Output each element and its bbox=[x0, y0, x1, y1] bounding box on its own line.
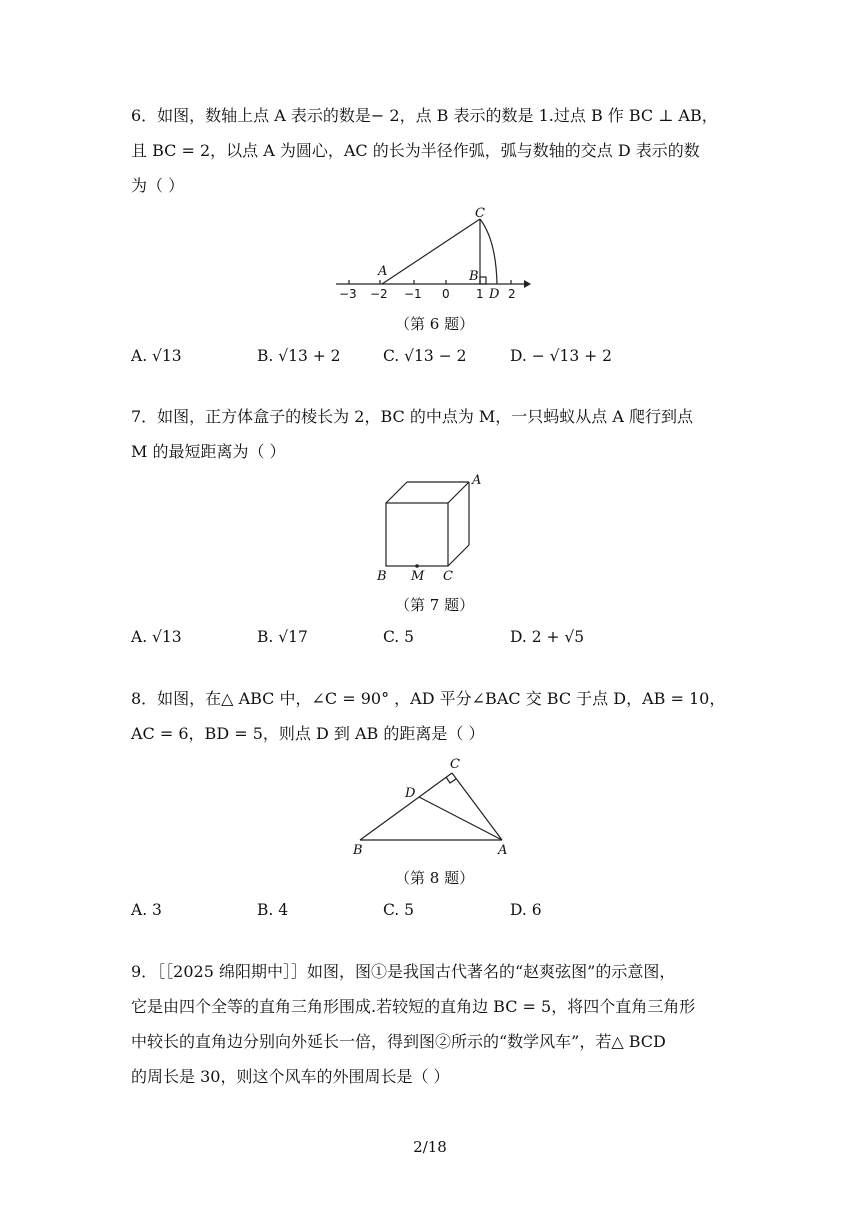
q6-option-d[interactable]: D. − √13 + 2 bbox=[510, 347, 612, 365]
q6-option-c[interactable]: C. √13 − 2 bbox=[383, 347, 467, 365]
q6-tick-neg3: −3 bbox=[339, 287, 357, 301]
q6-text-line3: 为（ ） bbox=[131, 176, 185, 195]
q6-tick-1: 1 bbox=[476, 287, 484, 301]
q7-label-B: B bbox=[377, 569, 387, 584]
q8-option-a[interactable]: A. 3 bbox=[131, 901, 162, 919]
q7-label-C: C bbox=[443, 569, 453, 584]
q6-label-D: D bbox=[489, 287, 500, 302]
q6-tick-0: 0 bbox=[442, 287, 450, 301]
q6-tick-neg1: −1 bbox=[404, 287, 422, 301]
q7-text-line2: M 的最短距离为（ ） bbox=[131, 442, 286, 461]
q6-option-b[interactable]: B. √13 + 2 bbox=[257, 347, 341, 365]
q9-text-line1: 9．［［2025 绵阳期中］］如图，图①是我国古代著名的“赵爽弦图”的示意图， bbox=[131, 962, 676, 981]
q6-text-line1: 6．如图，数轴上点 A 表示的数是− 2，点 B 表示的数是 1.过点 B 作 BC ⊥ AB， bbox=[131, 106, 718, 125]
q7-option-a[interactable]: A. √13 bbox=[131, 628, 182, 646]
q8-label-D: D bbox=[405, 786, 416, 801]
q8-label-C: C bbox=[450, 757, 460, 772]
q6-tick-2: 2 bbox=[508, 287, 516, 301]
q7-option-c[interactable]: C. 5 bbox=[383, 628, 415, 646]
q8-option-b[interactable]: B. 4 bbox=[257, 901, 289, 919]
q6-option-a[interactable]: A. √13 bbox=[131, 347, 182, 365]
q6-label-C: C bbox=[475, 206, 485, 221]
q6-tick-neg2: −2 bbox=[370, 287, 388, 301]
page-number: 2/18 bbox=[413, 1138, 447, 1156]
q8-text-line2: AC = 6，BD = 5，则点 D 到 AB 的距离是（ ） bbox=[131, 724, 485, 743]
q6-label-B: B bbox=[469, 269, 479, 284]
q8-label-B: B bbox=[353, 843, 363, 858]
q7-label-A: A bbox=[472, 473, 482, 488]
q6-number-line-figure bbox=[330, 200, 540, 304]
q6-text-line2: 且 BC = 2，以点 A 为圆心，AC 的长为半径作弧，弧与数轴的交点 D 表示的数 bbox=[131, 141, 700, 160]
q7-option-b[interactable]: B. √17 bbox=[257, 628, 308, 646]
q7-text-line1: 7．如图，正方体盒子的棱长为 2，BC 的中点为 M，一只蚂蚁从点 A 爬行到点 bbox=[131, 407, 694, 426]
q8-option-d[interactable]: D. 6 bbox=[510, 901, 542, 919]
q9-text-line2: 它是由四个全等的直角三角形围成.若较短的直角边 BC = 5，将四个直角三角形 bbox=[131, 997, 696, 1016]
q8-option-c[interactable]: C. 5 bbox=[383, 901, 415, 919]
q6-label-A: A bbox=[378, 264, 388, 279]
q8-triangle-figure bbox=[345, 752, 520, 860]
q7-cube-figure bbox=[370, 470, 490, 586]
q6-caption: （第 6 题） bbox=[395, 315, 475, 333]
q7-label-M: M bbox=[411, 569, 425, 584]
q9-text-line3: 中较长的直角边分别向外延长一倍，得到图②所示的“数学风车”，若△ BCD bbox=[131, 1032, 666, 1051]
q9-text-line4: 的周长是 30，则这个风车的外围周长是（ ） bbox=[131, 1067, 450, 1086]
q8-caption: （第 8 题） bbox=[395, 869, 475, 887]
q8-text-line1: 8．如图，在△ ABC 中，∠C = 90° ，AD 平分∠BAC 交 BC 于点 D，AB = 10， bbox=[131, 689, 726, 708]
q7-caption: （第 7 题） bbox=[395, 596, 475, 614]
q8-label-A: A bbox=[498, 843, 508, 858]
q7-option-d[interactable]: D. 2 + √5 bbox=[510, 628, 585, 646]
